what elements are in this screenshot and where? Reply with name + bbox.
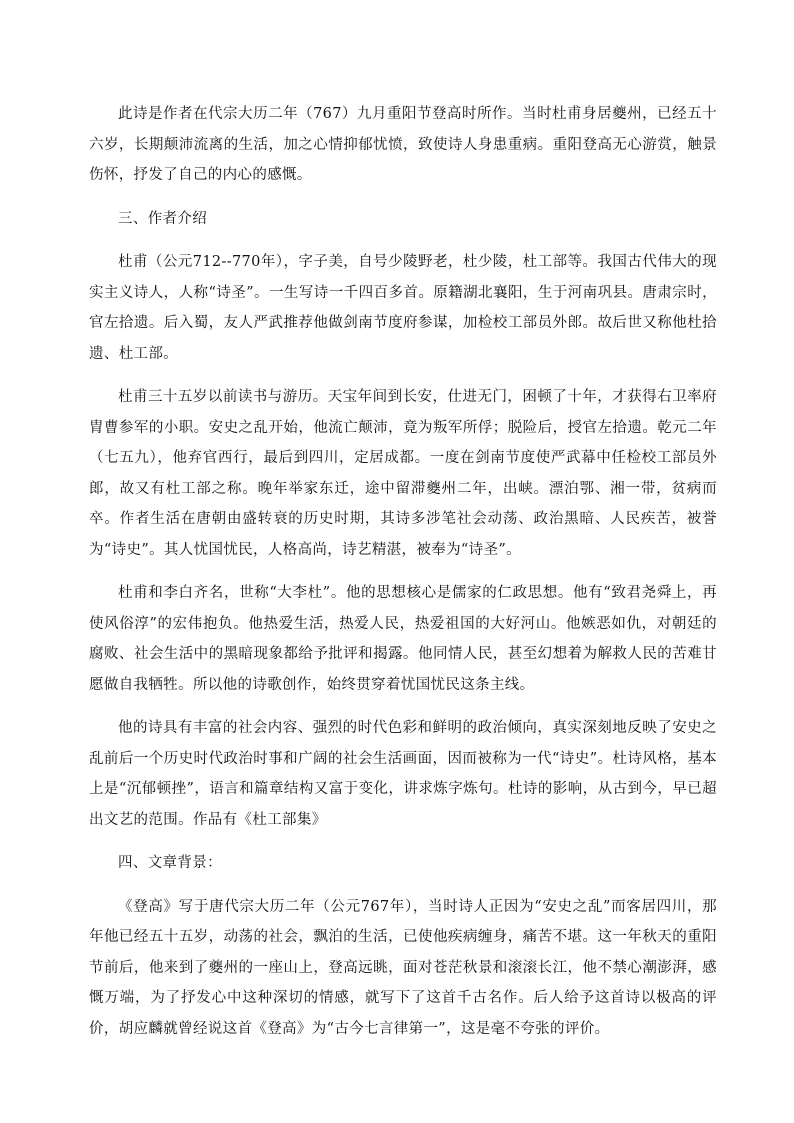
paragraph-author-intro: 杜甫（公元712--770年），字子美，自号少陵野老，杜少陵，杜工部等。我国古代伟大的现实主义诗人，人称“诗圣”。一生写诗一千四百多首。原籍湖北襄阳，生于河南巩县。唐肃宗时，官左拾遗。后入蜀，友人严武推荐他做剑南节度府参谋，加检校工部员外郎。故后世又称他杜拾遗、杜工部。 <box>89 254 717 362</box>
section-heading-author: 三、作者介绍 <box>118 210 208 227</box>
paragraph-background: 《登高》写于唐代宗大历二年（公元767年），当时诗人正因为“安史之乱”而客居四川，那年他已经五十五岁，动荡的社会，飘泊的生活，已使他疾病缠身，痛苦不堪。这一年秋天的重阳节前后，他来到了夔州的一座山上，登高远眺，面对苍茫秋景和滚滚长江，他不禁心潮澎湃，感慨万端，为了抒发心中这种深切的情感，就写下了这首千古名作。后人给予这首诗以极高的评价，胡应麟就曾经说这首《登高》为“古今七言律第一”，这是毫不夸张的评价。 <box>89 898 717 1037</box>
paragraph-poetry-style: 他的诗具有丰富的社会内容、强烈的时代色彩和鲜明的政治倾向，真实深刻地反映了安史之乱前后一个历史时代政治时事和广阔的社会生活画面，因而被称为一代“诗史”。杜诗风格，基本上是“沉郁顿挫”，语言和篇章结构又富于变化，讲求炼字炼句。杜诗的影响，从古到今，早已超出文艺的范围。作品有《杜工部集》 <box>89 720 717 828</box>
paragraph-poem-context: 此诗是作者在代宗大历二年（767）九月重阳节登高时所作。当时杜甫身居夔州，已经五十六岁，长期颠沛流离的生活，加之心情抑郁忧愤，致使诗人身患重病。重阳登高无心游赏，触景伤怀，抒发了自己的内心的感慨。 <box>89 106 717 183</box>
paragraph-author-thought: 杜甫和李白齐名，世称“大李杜”。他的思想核心是儒家的仁政思想。他有“致君尧舜上，再使风俗淳”的宏伟抱负。他热爱生活，热爱人民，热爱祖国的大好河山。他嫉恶如仇，对朝廷的腐败、社会生活中的黑暗现象都给予批评和揭露。他同情人民，甚至幻想着为解救人民的苦难甘愿做自我牺牲。所以他的诗歌创作，始终贯穿着忧国忧民这条主线。 <box>89 585 717 693</box>
document-page <box>89 99 717 1057</box>
section-heading-background: 四、文章背景： <box>118 855 222 871</box>
paragraph-author-life: 杜甫三十五岁以前读书与游历。天宝年间到长安，仕进无门，困顿了十年，才获得右卫率府胄曹参军的小职。安史之乱开始，他流亡颠沛，竟为叛军所俘；脱险后，授官左拾遗。乾元二年（七五九），他弃官西行，最后到四川，定居成都。一度在剑南节度使严武幕中任检校工部员外郎，故又有杜工部之称。晚年举家东迁，途中留滞夔州二年，出峡。漂泊鄂、湘一带，贫病而卒。作者生活在唐朝由盛转衰的历史时期，其诗多涉笔社会动荡、政治黑暗、人民疾苦，被誉为“诗史”。其人忧国忧民，人格高尚，诗艺精湛，被奉为“诗圣”。 <box>89 389 717 558</box>
